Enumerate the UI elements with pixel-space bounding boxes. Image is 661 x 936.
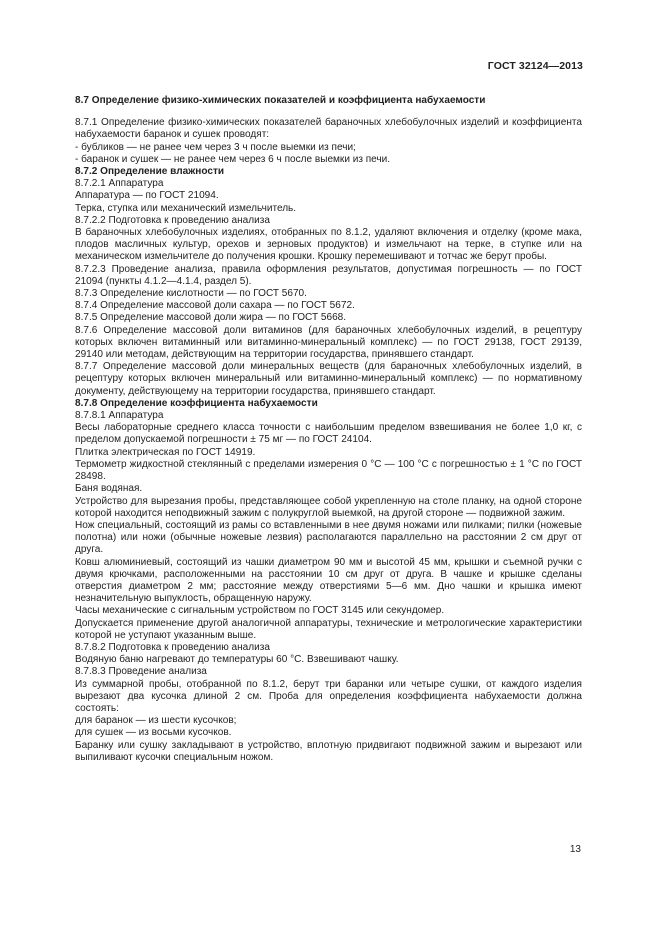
paragraph: 8.7.3 Определение кислотности — по ГОСТ 5670. [75, 288, 307, 300]
paragraph: Часы механические с сигнальным устройством по ГОСТ 3145 или секундомер. [75, 605, 445, 617]
paragraph: 8.7.8.3 Проведение анализа [75, 666, 207, 678]
paragraph: Терка, ступка или механический измельчитель. [75, 202, 297, 214]
section-heading: 8.7 Определение физико-химических показателей и коэффициента набухаемости [75, 95, 486, 106]
document-header: ГОСТ 32124—2013 [487, 60, 583, 72]
paragraph: Весы лабораторные среднего класса точности с наибольшим пределом взвешивания не более 1,0 кг, с пределом допускаемой погрешности ± 75 мг — по ГОСТ 24104. [75, 422, 582, 446]
paragraph: 8.7.4 Определение массовой доли сахара — по ГОСТ 5672. [75, 300, 355, 312]
paragraph: 8.7.2.1 Аппаратура [75, 178, 164, 190]
paragraph: Баня водяная. [75, 483, 143, 495]
paragraph: Плитка электрическая по ГОСТ 14919. [75, 446, 256, 458]
section-heading: 8.7.2 Определение влажности [75, 166, 225, 178]
paragraph: 8.7.1 Определение физико-химических показателей бараночных хлебобулочных изделий и коэффициента набухаемости баранок и сушек проводят: [75, 117, 582, 141]
paragraph: 8.7.8.2 Подготовка к проведению анализа [75, 641, 270, 653]
paragraph: Из суммарной пробы, отобранной по 8.1.2, берут три баранки или четыре сушки, от каждого изделия вырезают два кусочка длиной 2 см. Проба для определения коэффициента набухаемости должна состоять: [75, 678, 582, 714]
paragraph: - бубликов — не ранее чем через 3 ч после выемки из печи; [75, 141, 356, 153]
paragraph: Допускается применение другой аналогичной аппаратуры, технические и метрологические характеристики которой не уступают указанным выше. [75, 617, 582, 641]
paragraph: 8.7.2.2 Подготовка к проведению анализа [75, 214, 270, 226]
paragraph: - баранок и сушек — не ранее чем через 6 ч после выемки из печи. [75, 153, 391, 165]
section-heading: 8.7.8 Определение коэффициента набухаемости [75, 397, 318, 409]
paragraph: Баранку или сушку закладывают в устройство, вплотную придвигают подвижной зажим и вырезают или выпиливают кусочки специальным ножом. [75, 739, 582, 763]
paragraph: Термометр жидкостной стеклянный с пределами измерения 0 °С — 100 °С с погрешностью ± 1 °С по ГОСТ 28498. [75, 458, 582, 483]
paragraph: В бараночных хлебобулочных изделиях, отобранных по 8.1.2, удаляют включения и отделку (кроме мака, плодов масличных культур, орехов и зерновых продуктов) и измельчают на терке, в ступке или на механическом измельчителе до получения крошки. Крошку перемешивают и тотчас же берут пробы. [75, 227, 582, 263]
paragraph: 8.7.8.1 Аппаратура [75, 410, 164, 422]
paragraph: 8.7.2.3 Проведение анализа, правила оформления результатов, допустимая погрешность — по ГОСТ 21094 (пункты 4.1.2—4.1.4, раздел 5). [75, 263, 582, 287]
paragraph: Нож специальный, состоящий из рамы со вставленными в нее двумя ножами или пилками; пилки (ножевые полотна) или ножи (обычные ножевые лезвия) располагаются параллельно на расстоянии 2 см друг от друга. [75, 519, 582, 556]
paragraph: Аппаратура — по ГОСТ 21094. [75, 190, 219, 202]
page-number: 13 [569, 844, 581, 855]
paragraph: Водяную баню нагревают до температуры 60 °С. Взвешивают чашку. [75, 654, 399, 666]
paragraph: Устройство для вырезания пробы, представляющее собой укрепленную на столе планку, на одной стороне которой находится неподвижный зажим с полукруглой выемкой, на другой стороне — подвижной зажим. [75, 495, 582, 519]
paragraph: 8.7.7 Определение массовой доли минеральных веществ (для бараночных хлебобулочных изделий, в рецептуру которых включен минеральный или витаминно-минеральный комплекс) — по нормативному документу, действующему на территории государства, принявшего стандарт. [75, 361, 582, 397]
paragraph: 8.7.5 Определение массовой доли жира — по ГОСТ 5668. [75, 312, 347, 324]
paragraph: 8.7.6 Определение массовой доли витаминов (для бараночных хлебобулочных изделий, в рецептуру которых включен витаминный или витаминно-минеральный комплекс) — по ГОСТ 29138, ГОСТ 29139, 29140 или методам, действующим на территории государства, принявшего стандарт. [75, 324, 582, 361]
paragraph: для баранок — из шести кусочков; [75, 715, 237, 727]
paragraph: для сушек — из восьми кусочков. [75, 727, 232, 739]
document-body [75, 95, 582, 764]
paragraph: Ковш алюминиевый, состоящий из чашки диаметром 90 мм и высотой 45 мм, крышки и съемной ручки с двумя крючками, расположенными на расстоянии 10 см друг от друга. В чашке и крышке сделаны отверстия диаметром 2 мм; расстояние между отверстиями 5—6 мм. Дно чашки и крышка имеют незначительную выпуклость, обращенную наружу. [75, 556, 582, 605]
